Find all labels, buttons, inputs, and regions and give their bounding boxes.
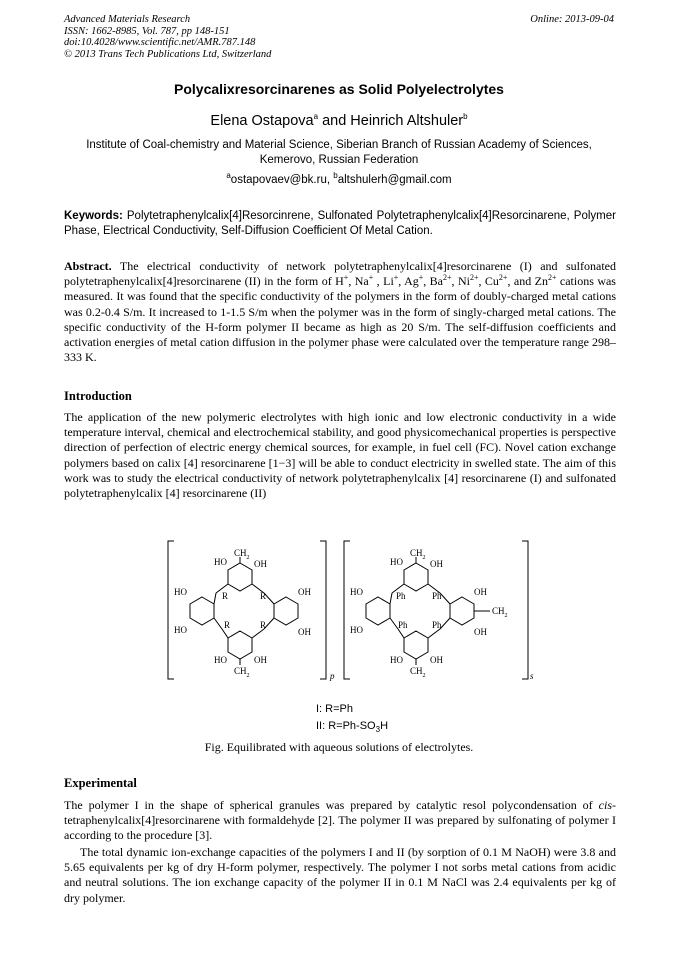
r-label: R <box>224 620 231 630</box>
experimental-heading: Experimental <box>64 776 137 790</box>
abstract-text: , Na <box>348 274 369 289</box>
ho-label: HO <box>350 587 363 597</box>
email-b-mark: b <box>333 171 338 181</box>
abstract-text: , Li <box>373 274 394 289</box>
ch2-label: $CH_2$ <box>234 666 250 679</box>
oh-label: OH <box>254 655 267 665</box>
abstract-label: Abstract. <box>64 259 112 273</box>
authors <box>0 113 678 129</box>
paper-title: Polycalixresorcinarenes as Solid Polyelectrolytes <box>174 81 504 97</box>
keywords-text: Polytetraphenylcalix[4]Resorcinrene, Sulfonated Polytetraphenylcalix[4]Resorcinarene, Polymer Phase, Electrical Conductivity, Self-Diffusion Coefficient Of Metal Cation. <box>64 210 616 237</box>
online-date: Online: 2013-09-04 <box>530 14 614 25</box>
legend-2-text: II: R=Ph-SO <box>316 720 376 732</box>
copyright-line: © 2013 Trans Tech Publications Ltd, Switzerland <box>64 48 272 60</box>
journal-header <box>64 14 271 60</box>
ho-label: HO <box>350 625 363 635</box>
abstract-text: , and Zn <box>507 274 548 289</box>
email-separator: , <box>326 174 334 186</box>
ch2-label: $CH_2$ <box>410 548 426 561</box>
author-1-mark: a <box>313 112 319 122</box>
oh-label: OH <box>298 587 311 597</box>
exp-italic: cis <box>598 798 612 812</box>
author-2-mark: b <box>463 112 468 122</box>
ph-label: Ph <box>398 620 408 630</box>
ph-label: Ph <box>432 620 442 630</box>
charge: 2+ <box>498 273 508 283</box>
charge: + <box>418 273 424 283</box>
abstract <box>64 259 616 365</box>
issn-line: ISSN: 1662-8985, Vol. 787, pp 148-151 <box>64 25 230 37</box>
keywords-label: Keywords: <box>64 210 123 222</box>
journal-name: Advanced Materials Research <box>64 14 191 25</box>
abstract-text: , Ag <box>398 274 419 289</box>
doi-line: doi:10.4028/www.scientific.net/AMR.787.148 <box>64 37 256 48</box>
legend-2-text: H <box>380 720 389 732</box>
oh-label: OH <box>430 655 443 665</box>
email-a[interactable]: ostapovaev@bk.ru <box>230 174 327 186</box>
charge: + <box>343 273 349 283</box>
ho-label: HO <box>390 557 403 567</box>
figure-caption: Fig. Equilibrated with aqueous solutions of electrolytes. <box>204 740 474 754</box>
r-label: R <box>222 591 229 601</box>
exp-text: The polymer I in the shape of spherical granules was prepared by catalytic resol polycondensation of <box>64 798 599 812</box>
introduction-heading: Introduction <box>64 389 132 403</box>
repeat-p: p <box>330 671 335 681</box>
abstract-text: , Ba <box>423 274 444 289</box>
r-label: R <box>260 620 267 630</box>
repeat-s: s <box>530 671 534 681</box>
abstract-text: The electrical conductivity of network polytetraphenylcalix[4]resorcinarene (I) and sulfonated polytetraphenylcalix[4]resorcinarene (II) in the form of H <box>64 259 616 289</box>
ph-label: Ph <box>396 591 406 601</box>
experimental-paragraph-2: The total dynamic ion-exchange capacities of the polymers I and II (by sorption of 0.1 M NaOH) were 3.8 and 5.65 equivalents per kg of dry H-form polymer, respectively. The polymer I not sorbs metal cations from acidic and neutral solutions. The ion exchange capacity of the polymer II in 0.1 M NaCl was 2.4 equivalents per kg of dry polymer. <box>64 845 616 905</box>
charge: 2+ <box>443 273 452 283</box>
affiliation: Institute of Coal-chemistry and Material Science, Siberian Branch of Russian Academy of Sciences, Kemerovo, Russian Federation <box>86 139 592 166</box>
figure-legend-1: I: R=Ph <box>316 703 353 715</box>
ho-label: HO <box>214 655 227 665</box>
keywords <box>64 209 616 239</box>
ph-label: Ph <box>432 591 442 601</box>
oh-label: OH <box>474 587 487 597</box>
introduction-text: The application of the new polymeric electrolytes with high ionic and low electronic conductivity in a wide temperature interval, chemical and electrochemical stability, and good physicomechanical properties is perspective direction of perfection of electric energy chemical sources, for example, in fuel cell (FC). Novel cation exchange polymers based on calix [4] resorcinarene [1−3] will be able to conduct electricity in swelled state. The aim of this work was to study the electrical conductivity of network polytetraphenylcalix [4] resorcinarene (I) and sulfonated polytetraphenylcalix [4] resorcinarene (II) <box>64 410 616 501</box>
abstract-text: , Ni <box>451 274 470 289</box>
ch2-label: $CH_2$ <box>410 666 426 679</box>
ho-label: HO <box>390 655 403 665</box>
legend-2-sub: 3 <box>375 725 381 735</box>
email-a-mark: a <box>226 171 231 181</box>
ho-label: HO <box>214 557 227 567</box>
ch2-label: $CH_2$ <box>234 548 250 561</box>
author-2: Heinrich Altshuler <box>350 113 464 129</box>
exp-text: -tetraphenylcalix[4]resorcinarene with formaldehyde [2]. The polymer II was prepared by sulfonating of polymer I according to the procedure [3]. <box>64 798 616 843</box>
email-b[interactable]: altshulerh@gmail.com <box>337 174 452 186</box>
charge: + <box>393 273 399 283</box>
oh-label: OH <box>430 559 443 569</box>
charge: 2+ <box>547 273 557 283</box>
ch2-label: $CH_2$ <box>492 606 508 619</box>
oh-label: OH <box>298 627 311 637</box>
oh-label: OH <box>474 627 487 637</box>
r-label: R <box>260 591 267 601</box>
charge: + <box>368 273 374 283</box>
author-1: Elena Ostapova <box>210 113 314 129</box>
experimental-paragraph-1 <box>64 798 616 844</box>
ho-label: HO <box>174 625 187 635</box>
abstract-text: cations was measured. It was found that the specific conductivity of the polymers in the form of doubly-charged metal cations was 0.2-0.4 S/m. It increased to 1-1.5 S/m when the polymer was in the form of singly-charged metal cations. The specific conductivity of the H-form polymer II became as high as 20 S/m. The self-diffusion coefficients and activation energies of metal cation diffusion in the polymer phase were calculated over the temperature range 298–333 K. <box>64 274 616 365</box>
figure-legend-2 <box>316 720 389 735</box>
oh-label: OH <box>254 559 267 569</box>
authors-and: and <box>318 113 351 129</box>
charge: 2+ <box>469 273 479 283</box>
emails <box>0 171 678 186</box>
ho-label: HO <box>174 587 187 597</box>
abstract-text: , Cu <box>478 274 499 289</box>
chemical-structure-figure <box>160 533 540 688</box>
